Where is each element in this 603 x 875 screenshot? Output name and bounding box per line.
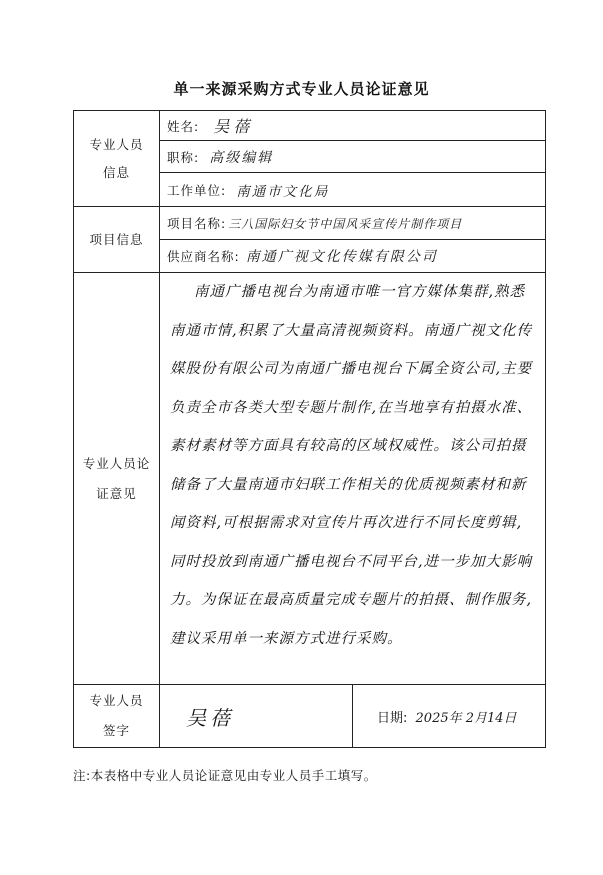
project-name-value: 三八国际妇女节中国风采宣传片制作项目 [228,216,463,231]
unit-row [160,173,546,207]
signature-label-text: 专业人员签字 [89,693,144,738]
date-value: 2025年 2月14日 [415,710,517,726]
name-value: 吴蓓 [213,117,254,136]
page-title: 单一来源采购方式专业人员论证意见 [173,80,430,98]
title-value: 高级编辑 [209,149,274,166]
unit-value: 南通市文化局 [236,183,330,200]
project-name-row [160,207,546,240]
opinion-text: 南通广播电视台为南通市唯一官方媒体集群,熟悉南通市情,积累了大量高清视频资料。南通广视文化传媒股份有限公司为南通广播电视台下属全资公司,主要负责全市各类大型专题片制作,在当地享有拍摄水准、素材素材等方面具有较高的区域权威性。该公司拍摄储备了大量南通市妇联工作相关的优质视频素材和新闻资料,可根据需求对宣传片再次进行不同长度剪辑,同时投放到南通广播电视台不同平台,进一步加大影响力。为保证在最高质量完成专题片的拍摄、制作服务,建议采用单一来源方式进行采购。 [170,284,533,647]
personnel-info-label [74,111,160,207]
title-label: 职称: [167,149,200,165]
opinion-label-text: 专业人员论证意见 [82,455,151,501]
date-label: 日期: [377,710,408,726]
project-info-label [74,207,160,273]
supplier-row [160,240,546,273]
footnote: 注:本表格中专业人员论证意见由专业人员手工填写。 [73,768,377,783]
opinion-label [74,273,160,685]
name-label: 姓名: [167,118,200,134]
supplier-value: 南通广视文化传媒有限公司 [245,249,438,265]
personnel-info-text: 专业人员信息 [89,136,144,180]
signature-label [74,685,160,748]
signature-cell [160,685,353,748]
signature-value: 吴蓓 [186,705,234,730]
supplier-label: 供应商名称: [167,249,240,264]
argument-form-table [73,110,546,748]
project-info-text: 项目信息 [89,231,144,247]
project-name-label: 项目名称: [167,216,227,231]
unit-label: 工作单位: [167,182,227,198]
name-row [160,111,546,141]
opinion-cell [160,273,546,685]
title-row [160,141,546,173]
date-cell [353,685,546,748]
